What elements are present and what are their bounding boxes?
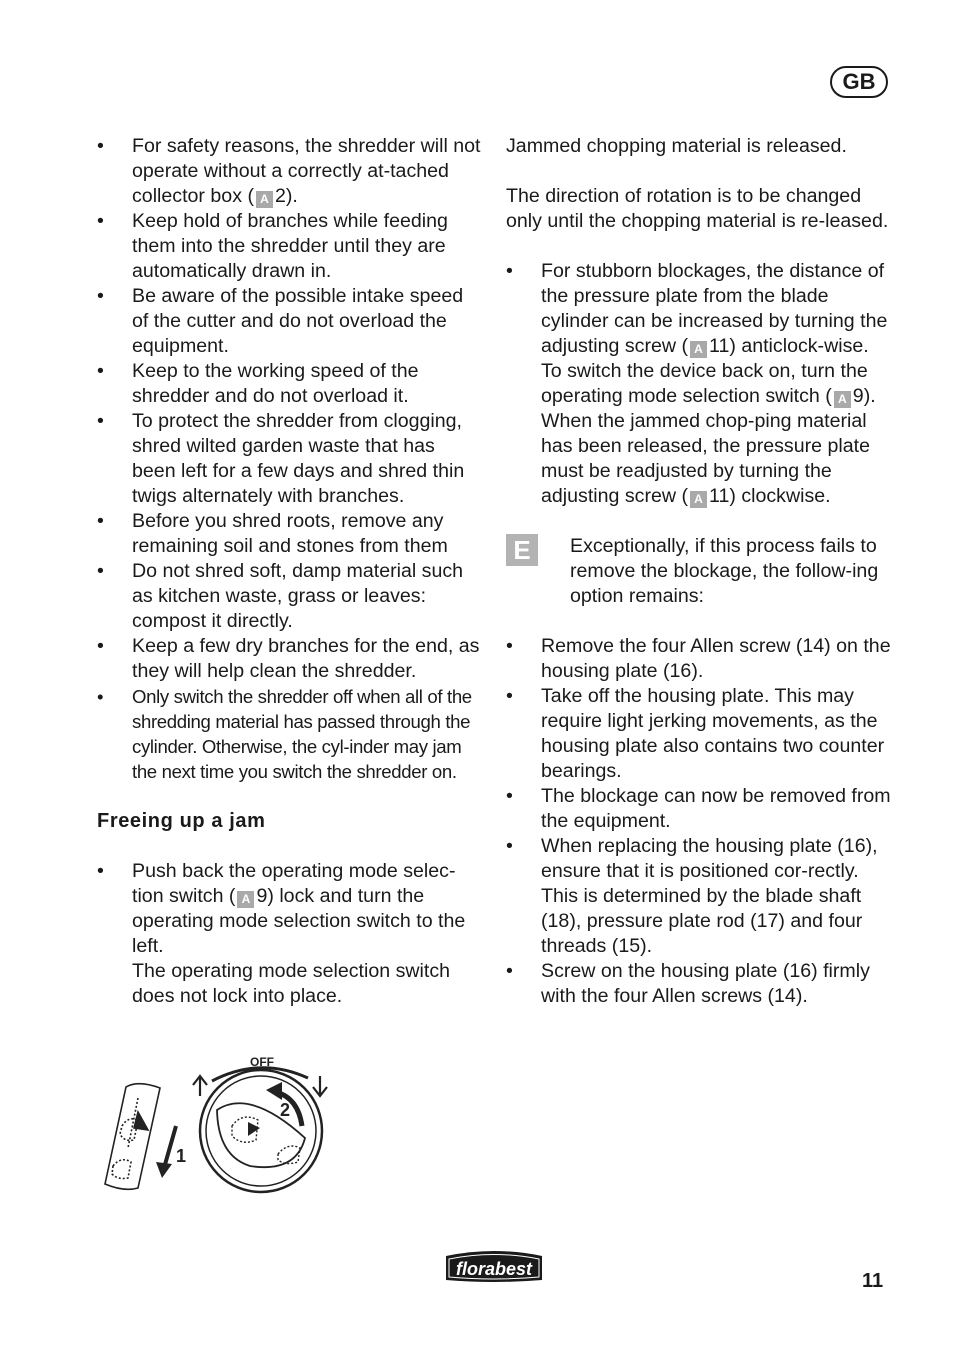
figure-ref-badge: A xyxy=(256,191,273,208)
bullet-dot: • xyxy=(97,860,104,882)
bullet-dot: • xyxy=(506,685,513,707)
florabest-logo xyxy=(440,1244,548,1286)
stubborn-bullet-list xyxy=(506,259,892,509)
list-item-text: Push back the operating mode selec-tion switch ( xyxy=(132,860,456,907)
list-item-text: 9). When the jammed chop-ping material has been released, the pressure plate must be readjusted by turning the adjusting screw ( xyxy=(541,385,876,507)
right-column xyxy=(506,134,892,1009)
list-item-text: Keep a few dry branches for the end, as they will help clean the shredder. xyxy=(132,635,480,682)
bullet-dot: • xyxy=(97,135,104,157)
switch-lock-icon xyxy=(105,1084,160,1190)
off-label: OFF xyxy=(250,1055,274,1069)
list-item-text: Before you shred roots, remove any remaining soil and stones from them xyxy=(132,510,448,557)
bullet-dot: • xyxy=(506,960,513,982)
bullet-dot: • xyxy=(97,686,104,707)
left-column xyxy=(97,134,482,1009)
list-item-text: For stubborn blockages, the distance of the pressure plate from the blade cylinder can be increased by turning the adjusting screw ( xyxy=(541,260,888,357)
list-item-text: Do not shred soft, damp material such as kitchen waste, grass or leaves: compost it directly. xyxy=(132,560,464,632)
jam-bullet-list xyxy=(97,859,482,1009)
list-item xyxy=(97,559,482,634)
list-item xyxy=(97,634,482,684)
list-item xyxy=(506,959,892,1009)
list-item-text: Take off the housing plate. This may require light jerking movements, as the housing plate also contains two counter bearings. xyxy=(541,685,885,782)
section-heading: Freeing up a jam xyxy=(97,810,266,832)
list-item xyxy=(97,684,482,784)
bullet-dot: • xyxy=(97,410,104,432)
list-item xyxy=(506,259,892,509)
list-item-text: Keep hold of branches while feeding them into the shredder until they are automatically drawn in. xyxy=(132,210,448,282)
page-number: 11 xyxy=(862,1270,884,1292)
list-item xyxy=(97,859,482,1009)
list-item-text: Be aware of the possible intake speed of the cutter and do not overload the equipment. xyxy=(132,285,464,357)
figure-ref-badge: A xyxy=(690,491,707,508)
bullet-dot: • xyxy=(506,785,513,807)
bullet-dot: • xyxy=(97,560,104,582)
bullet-dot: • xyxy=(97,285,104,307)
list-item xyxy=(506,834,892,959)
list-item xyxy=(97,284,482,359)
list-item-text: The blockage can now be removed from the equipment. xyxy=(541,785,891,832)
list-item-text: Screw on the housing plate (16) firmly with the four Allen screws (14). xyxy=(541,960,870,1007)
bullet-dot: • xyxy=(97,360,104,382)
logo-text: florabest xyxy=(455,1259,533,1279)
list-item xyxy=(506,684,892,784)
mode-switch-illustration xyxy=(100,1048,340,1198)
list-item xyxy=(97,359,482,409)
note-box xyxy=(506,534,892,609)
bullet-dot: • xyxy=(506,835,513,857)
list-item-text: Keep to the working speed of the shredder and do not overload it. xyxy=(132,360,419,407)
list-item-text: 11) anticlock-wise. To switch the device back on, turn the operating mode selection switch ( xyxy=(541,335,869,407)
note-text: Exceptionally, if this process fails to remove the blockage, the follow-ing option remains: xyxy=(570,535,879,607)
list-item-text: 2). xyxy=(274,185,298,207)
list-item-text: To protect the shredder from clogging, shred wilted garden waste that has been left for a few days and shred thin twigs alternately with branches. xyxy=(132,410,465,507)
paragraph: Jammed chopping material is released. xyxy=(506,135,847,157)
list-item xyxy=(97,409,482,509)
removal-bullet-list xyxy=(506,634,892,1009)
list-item xyxy=(97,509,482,559)
list-item-text: 9) lock and turn the operating mode selection switch to the left. xyxy=(132,885,466,957)
language-badge: GB xyxy=(830,66,888,98)
paragraph: The direction of rotation is to be changed only until the chopping material is re-leased. xyxy=(506,185,889,232)
safety-bullet-list xyxy=(97,134,482,784)
list-item-text: 11) clockwise. xyxy=(709,485,831,507)
list-item-continuation: The operating mode selection switch does not lock into place. xyxy=(132,960,451,1007)
figure-ref-badge: A xyxy=(237,891,254,908)
figure-ref-badge: A xyxy=(834,391,851,408)
list-item xyxy=(97,209,482,284)
list-item-text: For safety reasons, the shredder will not operate without a correctly at-tached collector box ( xyxy=(132,135,481,207)
push-back-arrow-icon xyxy=(156,1126,176,1178)
list-item-text: Remove the four Allen screw (14) on the housing plate (16). xyxy=(541,635,891,682)
bullet-dot: • xyxy=(506,260,513,282)
list-item-text: Only switch the shredder off when all of the shredding material has passed through the cylinder. Otherwise, the cyl-inder may jam the next time you switch the shredder on. xyxy=(132,686,472,782)
step-1-label: 1 xyxy=(176,1146,187,1166)
bullet-dot: • xyxy=(97,635,104,657)
step-2-label: 2 xyxy=(280,1100,291,1120)
list-item xyxy=(506,634,892,684)
list-item xyxy=(506,784,892,834)
list-item xyxy=(97,134,482,209)
list-item-text: When replacing the housing plate (16), ensure that it is positioned cor-rectly. This is determined by the blade shaft (18), pressure plate rod (17) and four threads (15). xyxy=(541,835,878,957)
figure-ref-badge: A xyxy=(690,341,707,358)
selector-dial-icon xyxy=(200,1070,322,1192)
note-e-icon: E xyxy=(506,534,538,566)
bullet-dot: • xyxy=(97,210,104,232)
bullet-dot: • xyxy=(506,635,513,657)
bullet-dot: • xyxy=(97,510,104,532)
